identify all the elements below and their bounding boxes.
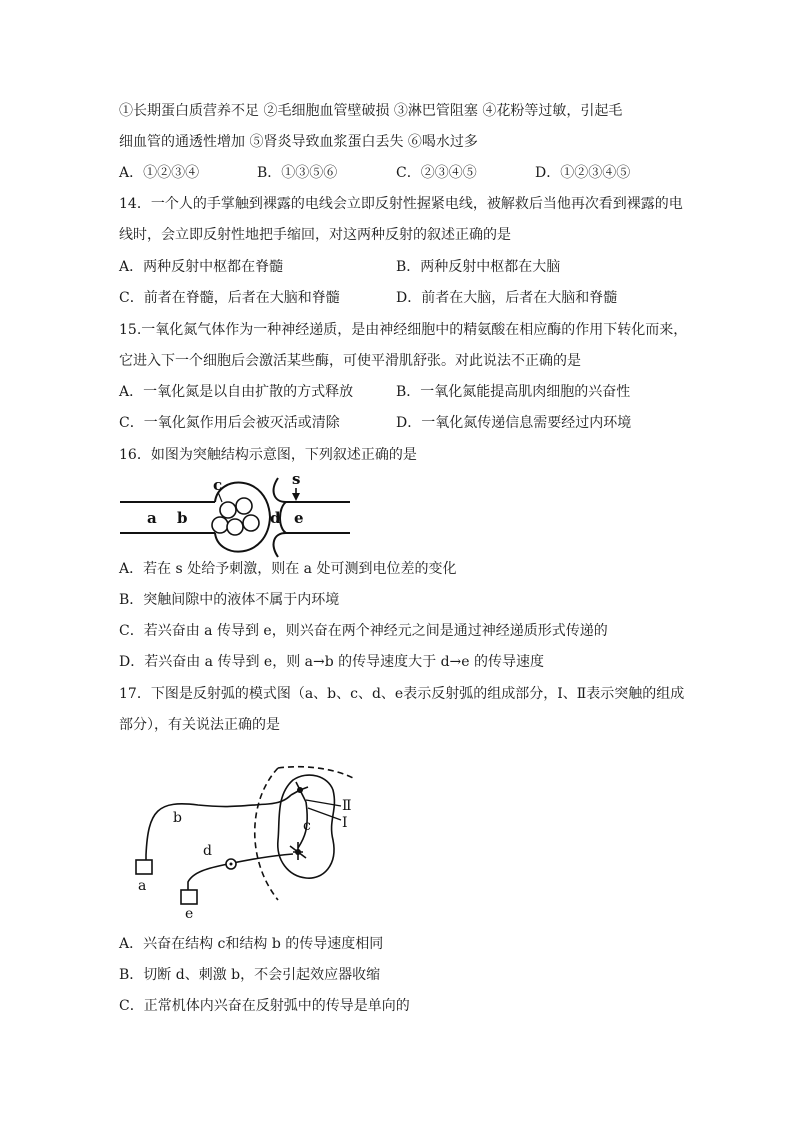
neuron-body-lower [295,849,301,855]
q15-stem-line1: 15.一氧化氮气体作为一种神经递质，是由神经细胞中的精氨酸在相应酶的作用下转化而来， [119,322,688,338]
label-e: e [294,509,304,527]
q17-option-b: B．切断 d、刺激 b，不会引起效应器收缩 [119,967,381,983]
ganglion-center [230,863,233,866]
postsynaptic-membrane [280,502,286,533]
postsynaptic-membrane-bottom [274,533,350,557]
q16-option-c: C．若兴奋由 a 传导到 e，则兴奋在两个神经元之间是通过神经递质形式传递的 [119,623,608,639]
q13-stem-line2: 细血管的通透性增加 ⑤肾炎导致血浆蛋白丢失 ⑥喝水过多 [119,134,478,150]
q14-option-a: A．两种反射中枢都在脊髓 [119,259,284,275]
q17-stem-line1: 17．下图是反射弧的模式图（a、b、c、d、e表示反射弧的组成部分，I、Ⅱ表示突触的组成 [119,686,685,702]
afferent-neuron-b [146,795,291,855]
q14-option-d: D．前者在大脑，后者在大脑和脊髓 [396,290,618,306]
label-a: a [147,509,157,527]
label-I: I [342,815,348,831]
q14-stem-line1: 14．一个人的手掌触到裸露的电线会立即反射性握紧电线，被解救后当他再次看到裸露的电 [119,196,683,212]
label-b: b [173,810,182,826]
label-II: Ⅱ [342,798,352,814]
synaptic-vesicle [236,498,252,514]
q15-option-a: A．一氧化氮是以自由扩散的方式释放 [119,384,354,400]
q17-stem-line2: 部分），有关说法正确的是 [119,717,280,733]
neuron-body-upper [297,787,303,793]
label-a: a [138,878,147,894]
label-e: e [185,906,194,922]
label-d: d [203,843,212,859]
q15-option-b: B．一氧化氮能提高肌肉细胞的兴奋性 [396,384,631,400]
spinal-cord-outline-left [255,768,278,900]
q13-option-a: A．①②③④ [119,165,200,181]
q13-option-c: C．②③④⑤ [396,165,477,181]
label-b: b [177,509,188,527]
q16-option-a: A．若在 s 处给予刺激，则在 a 处可测到电位差的变化 [119,561,457,577]
q16-stem: 16．如图为突触结构示意图，下列叙述正确的是 [119,447,417,463]
synaptic-vesicle [212,517,228,533]
label-c: c [213,476,223,494]
q17-option-c: C．正常机体内兴奋在反射弧中的传导是单向的 [119,998,410,1014]
pointer-I [308,808,341,820]
stimulus-arrowhead [292,493,300,501]
q16-option-b: B．突触间隙中的液体不属于内环境 [119,592,340,608]
q14-option-c: C．前者在脊髓，后者在大脑和脊髓 [119,290,340,306]
q15-stem-line2: 它进入下一个细胞后会激活某些酶，可使平滑肌舒张。对此说法不正确的是 [119,353,581,369]
q13-option-b: B．①③⑤⑥ [257,165,338,181]
label-c: c [303,818,311,834]
q13-stem-line1: ①长期蛋白质营养不足 ②毛细胞血管壁破损 ③淋巴管阻塞 ④花粉等过敏，引起毛 [119,103,623,119]
q13-option-d: D．①②③④⑤ [535,165,631,181]
reflex-arc-diagram [128,760,368,920]
q16-option-d: D．若兴奋由 a 传导到 e，则 a→b 的传导速度大于 d→e 的传导速度 [119,654,545,670]
label-s: s [292,470,301,488]
pointer-II [306,800,341,806]
effector-e [181,890,197,904]
postsynaptic-membrane-top [274,478,350,502]
synaptic-vesicle [227,519,243,535]
synapse-diagram [118,470,358,555]
efferent-neuron-d [188,854,293,890]
label-d: d [270,509,281,527]
q14-stem-line2: 线时，会立即反射性地把手缩回，对这两种反射的叙述正确的是 [119,227,511,243]
q14-option-b: B．两种反射中枢都在大脑 [396,259,561,275]
synaptic-vesicle [220,502,236,518]
receptor-a [136,860,152,874]
q17-option-a: A．兴奋在结构 c和结构 b 的传导速度相同 [119,936,384,952]
q15-option-c: C．一氧化氮作用后会被灭活或清除 [119,415,340,431]
q15-option-d: D．一氧化氮传递信息需要经过内环境 [396,415,632,431]
synaptic-vesicle [243,515,259,531]
